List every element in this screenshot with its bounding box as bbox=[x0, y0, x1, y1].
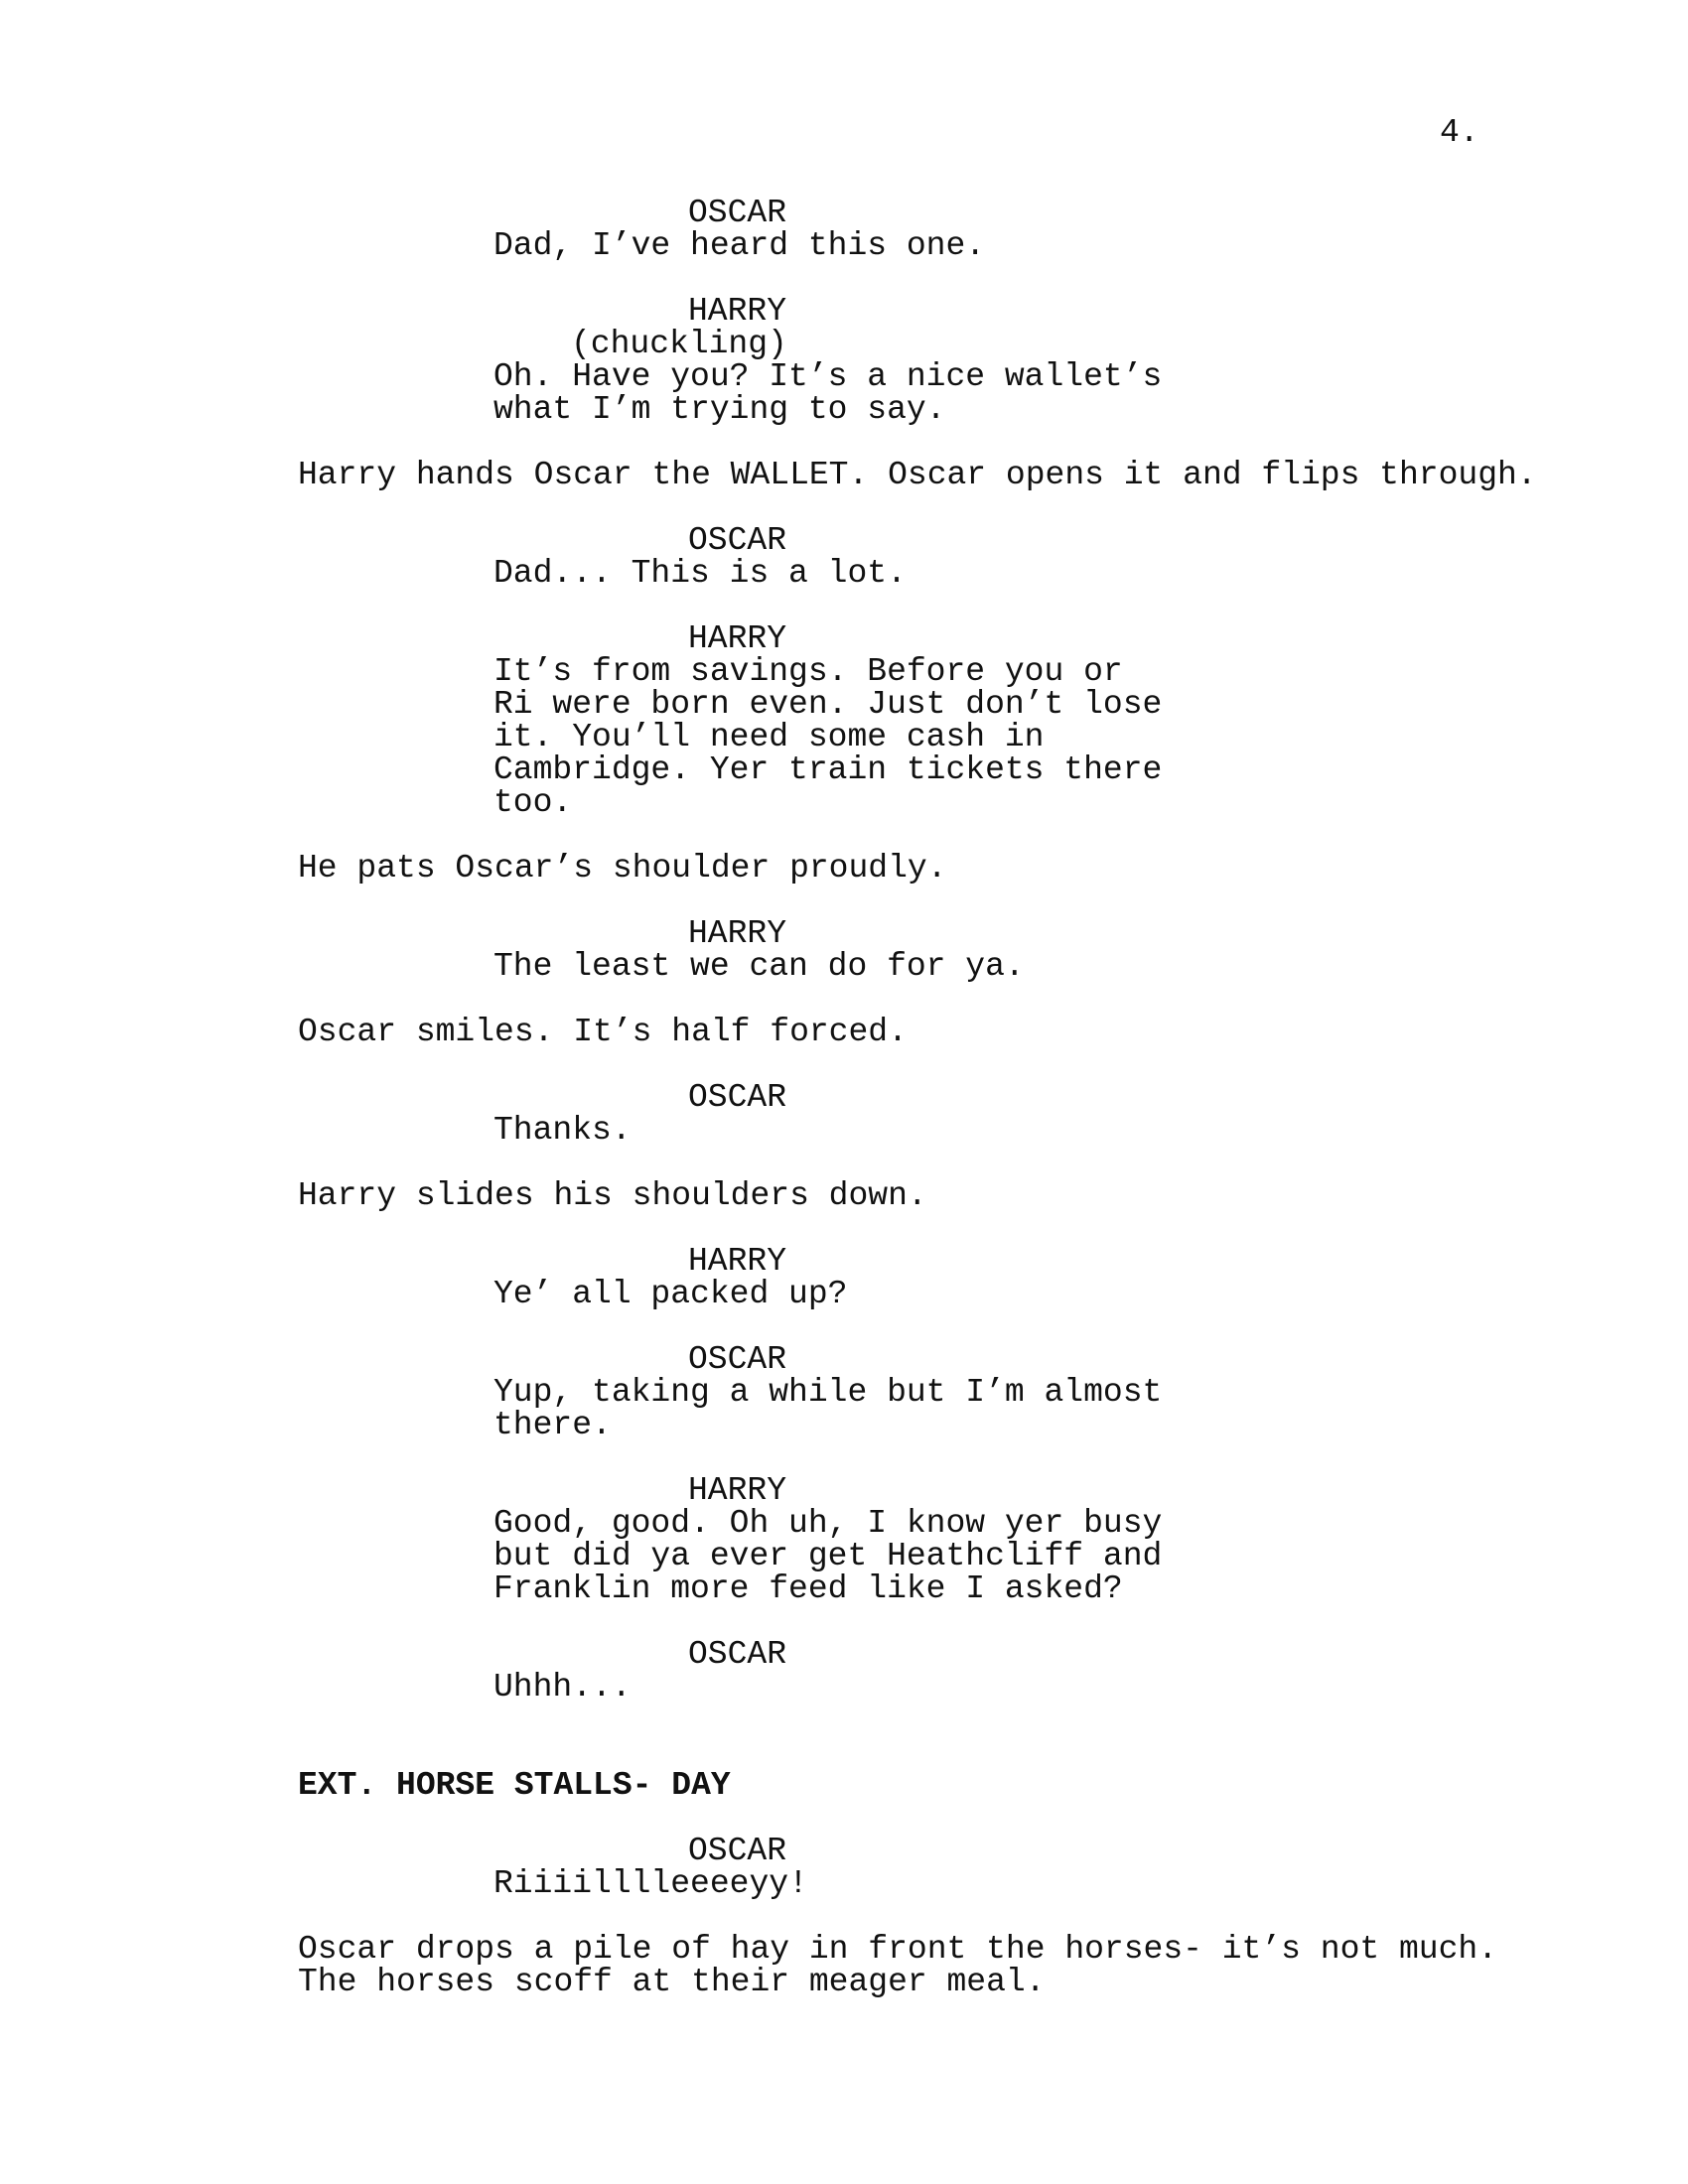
action-line: Harry slides his shoulders down. bbox=[298, 1177, 927, 1214]
scene-heading: EXT. HORSE STALLS- DAY bbox=[298, 1767, 731, 1804]
character-cue: OSCAR bbox=[688, 1833, 787, 1869]
action-line: The horses scoff at their meager meal. bbox=[298, 1964, 1046, 2000]
character-cue: OSCAR bbox=[688, 195, 787, 231]
page-number: 4. bbox=[1440, 114, 1479, 151]
dialogue-line: but did ya ever get Heathcliff and bbox=[493, 1538, 1163, 1574]
dialogue-line: Ri were born even. Just don’t lose bbox=[493, 686, 1163, 723]
parenthetical: (chuckling) bbox=[571, 326, 787, 362]
spacer bbox=[0, 885, 1688, 917]
dialogue-line: Franklin more feed like I asked? bbox=[493, 1570, 1123, 1607]
action-line: Oscar drops a pile of hay in front the horses- it’s not much. bbox=[298, 1931, 1497, 1968]
action-line: He pats Oscar’s shoulder proudly. bbox=[298, 850, 947, 887]
dialogue-line: The least we can do for ya. bbox=[493, 948, 1025, 985]
character-cue: OSCAR bbox=[688, 1341, 787, 1378]
spacer bbox=[0, 590, 1688, 622]
character-cue: HARRY bbox=[688, 620, 787, 657]
spacer bbox=[0, 983, 1688, 1016]
spacer bbox=[0, 819, 1688, 852]
action-line: Oscar smiles. It’s half forced. bbox=[298, 1014, 908, 1050]
dialogue-line: Oh. Have you? It’s a nice wallet’s bbox=[493, 358, 1163, 395]
dialogue-line: Cambridge. Yer train tickets there bbox=[493, 751, 1163, 788]
spacer bbox=[0, 1441, 1688, 1474]
dialogue-line: Riiiilllleeeeyy! bbox=[493, 1865, 808, 1902]
character-cue: OSCAR bbox=[688, 522, 787, 559]
spacer bbox=[0, 1704, 1688, 1769]
dialogue-line: Good, good. Oh uh, I know yer busy bbox=[493, 1505, 1163, 1542]
dialogue-line: it. You’ll need some cash in bbox=[493, 719, 1045, 755]
spacer bbox=[0, 262, 1688, 295]
dialogue-line: what I’m trying to say. bbox=[493, 391, 946, 428]
action-line: Harry hands Oscar the WALLET. Oscar opens it and flips through. bbox=[298, 457, 1537, 493]
spacer bbox=[0, 1212, 1688, 1245]
spacer bbox=[0, 426, 1688, 459]
spacer bbox=[0, 1900, 1688, 1933]
dialogue-line: Uhhh... bbox=[493, 1669, 632, 1706]
dialogue-line: Dad, I’ve heard this one. bbox=[493, 227, 986, 264]
spacer bbox=[0, 1310, 1688, 1343]
character-cue: HARRY bbox=[688, 293, 787, 330]
character-cue: OSCAR bbox=[688, 1636, 787, 1673]
dialogue-line: It’s from savings. Before you or bbox=[493, 653, 1123, 690]
character-cue: HARRY bbox=[688, 1472, 787, 1509]
dialogue-line: Yup, taking a while but I’m almost bbox=[493, 1374, 1163, 1411]
dialogue-line: Ye’ all packed up? bbox=[493, 1276, 848, 1312]
dialogue-line: too. bbox=[493, 784, 573, 821]
screenplay-body bbox=[0, 197, 1688, 1998]
spacer bbox=[0, 491, 1688, 524]
character-cue: HARRY bbox=[688, 1243, 787, 1280]
character-cue: HARRY bbox=[688, 915, 787, 952]
character-cue: OSCAR bbox=[688, 1079, 787, 1116]
spacer bbox=[0, 1605, 1688, 1638]
dialogue-line: there. bbox=[493, 1407, 612, 1443]
dialogue-line: Thanks. bbox=[493, 1112, 632, 1149]
spacer bbox=[0, 1048, 1688, 1081]
spacer bbox=[0, 1802, 1688, 1835]
spacer bbox=[0, 1147, 1688, 1179]
dialogue-line: Dad... This is a lot. bbox=[493, 555, 907, 592]
